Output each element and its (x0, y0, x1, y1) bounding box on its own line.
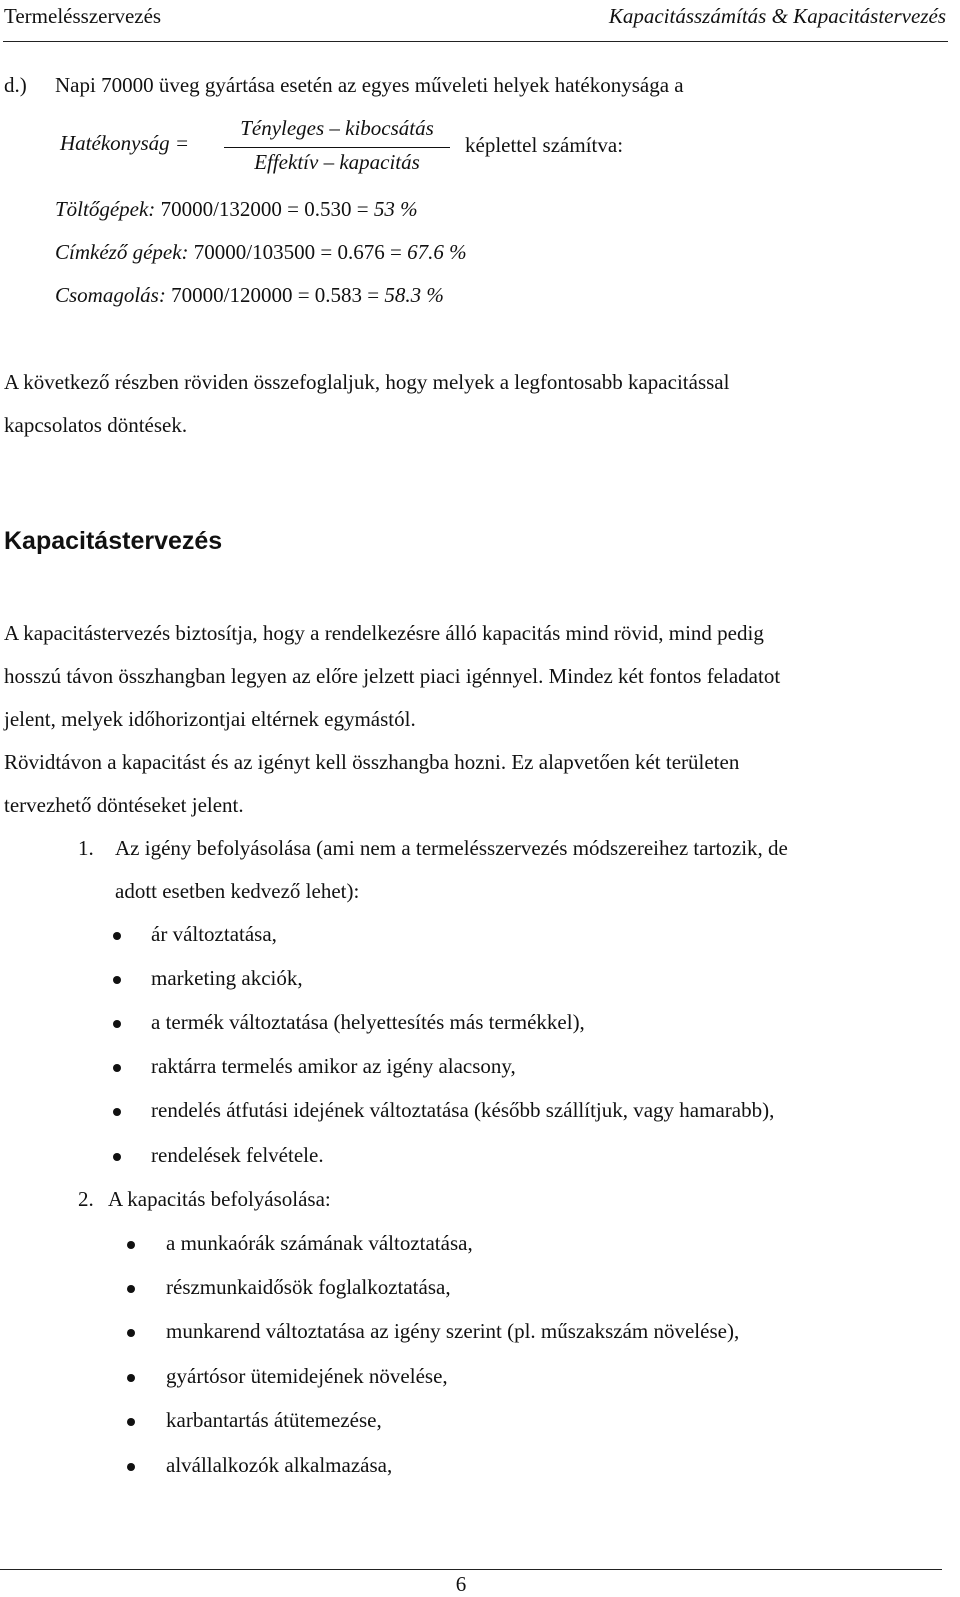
paragraph-line: jelent, melyek időhorizontjai eltérnek egymástól. (4, 707, 416, 731)
result-row (55, 240, 467, 265)
list-item: alvállalkozók alkalmazása, (166, 1453, 393, 1477)
list2-heading: A kapacitás befolyásolása: (108, 1187, 331, 1211)
footer-divider (0, 1569, 942, 1570)
bullet-icon (127, 1463, 135, 1471)
summary-line-2: kapcsolatos döntések. (4, 413, 188, 437)
list-item: karbantartás átütemezése, (166, 1408, 382, 1432)
list-item: a munkaórák számának változtatása, (166, 1231, 473, 1255)
list-item: részmunkaidősök foglalkoztatása, (166, 1275, 451, 1299)
result-calc: 70000/103500 = 0.676 = (193, 240, 402, 264)
result-percent: 53 % (373, 197, 418, 221)
list-item: rendelések felvétele. (151, 1143, 324, 1167)
result-name: Címkéző gépek: (55, 240, 189, 264)
result-percent: 58.3 % (384, 283, 444, 307)
section-d-intro: Napi 70000 üveg gyártása esetén az egyes műveleti helyek hatékonysága a (55, 73, 684, 97)
paragraph-line: hosszú távon összhangban legyen az előre jelzett piaci igénnyel. Mindez két fontos feladatot (4, 664, 781, 688)
result-row (55, 197, 418, 222)
list-item: ár változtatása, (151, 922, 277, 946)
paragraph-line: Rövidtávon a kapacitást és az igényt kell összhangba hozni. Ez alapvetően két területen (4, 750, 740, 774)
fraction-bar (224, 147, 450, 148)
bullet-icon (127, 1285, 135, 1293)
result-calc: 70000/120000 = 0.583 = (171, 283, 380, 307)
formula-trailing-text: képlettel számítva: (465, 133, 624, 157)
formula-denominator: Effektív – kapacitás (254, 150, 420, 174)
paragraph-line: A kapacitástervezés biztosítja, hogy a rendelkezésre álló kapacitás mind rövid, mind pedig (4, 621, 764, 645)
bullet-icon (113, 976, 121, 984)
bullet-icon (113, 1064, 121, 1072)
list1-heading-line-2: adott esetben kedvező lehet): (115, 879, 360, 903)
bullet-icon (113, 1020, 121, 1028)
header-divider (3, 41, 948, 42)
page-number: 6 (455, 1572, 467, 1596)
result-calc: 70000/132000 = 0.530 = (160, 197, 369, 221)
formula-lhs: Hatékonyság = (60, 131, 190, 155)
header-chapter-title: Kapacitásszámítás & Kapacitástervezés (608, 4, 946, 28)
list-item: raktárra termelés amikor az igény alacsony, (151, 1054, 516, 1078)
list-item: marketing akciók, (151, 966, 303, 990)
list-item: a termék változtatása (helyettesítés más termékkel), (151, 1010, 585, 1034)
result-name: Csomagolás: (55, 283, 166, 307)
summary-line-1: A következő részben röviden összefoglaljuk, hogy melyek a legfontosabb kapacitással (4, 370, 730, 394)
list-item: munkarend változtatása az igény szerint (pl. műszakszám növelése), (166, 1319, 740, 1343)
list-item: gyártósor ütemidejének növelése, (166, 1364, 448, 1388)
formula-fraction (224, 116, 450, 175)
bullet-icon (127, 1241, 135, 1249)
result-row (55, 283, 444, 308)
list-number: 1. (78, 836, 94, 860)
bullet-icon (127, 1374, 135, 1382)
bullet-icon (127, 1329, 135, 1337)
list-number: 2. (78, 1187, 94, 1211)
section-d-label: d.) (4, 73, 27, 97)
result-name: Töltőgépek: (55, 197, 156, 221)
result-percent: 67.6 % (407, 240, 467, 264)
formula-numerator: Tényleges – kibocsátás (240, 116, 434, 140)
list-item: rendelés átfutási idejének változtatása (később szállítjuk, vagy hamarabb), (151, 1098, 775, 1122)
bullet-icon (113, 1153, 121, 1161)
list1-heading-line-1: Az igény befolyásolása (ami nem a termelésszervezés módszereihez tartozik, de (115, 836, 788, 860)
bullet-icon (113, 1108, 121, 1116)
paragraph-line: tervezhető döntéseket jelent. (4, 793, 244, 817)
bullet-icon (113, 932, 121, 940)
bullet-icon (127, 1418, 135, 1426)
section-heading: Kapacitástervezés (4, 527, 223, 555)
header-doc-title: Termelésszervezés (4, 4, 162, 28)
